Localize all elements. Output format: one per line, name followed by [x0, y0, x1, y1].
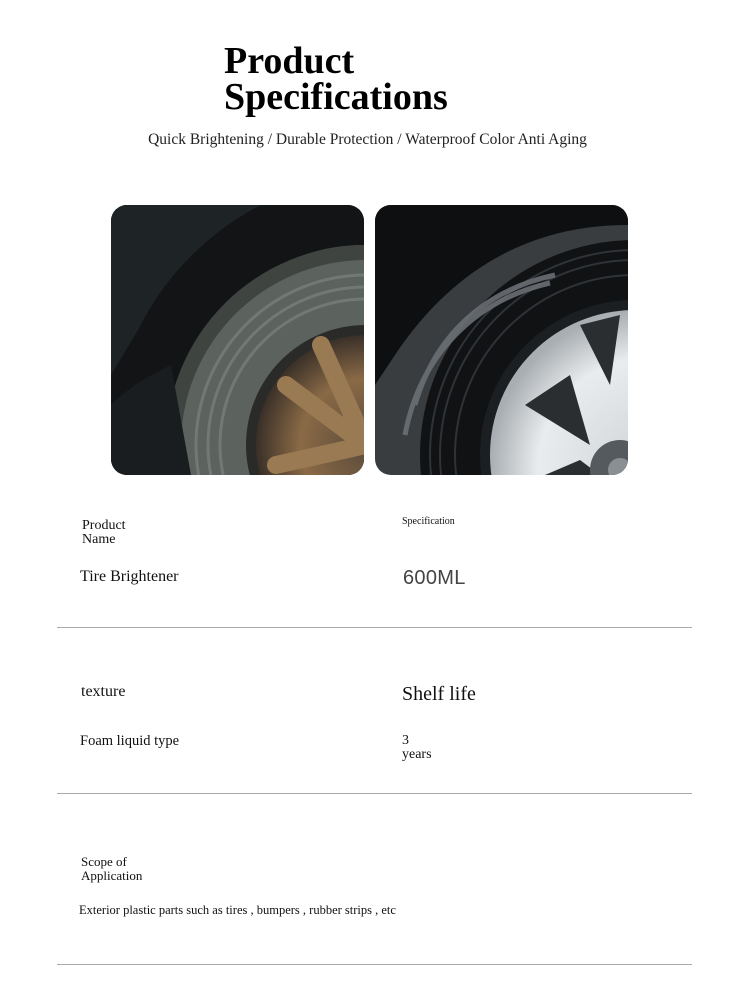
- tire-after-photo: [375, 205, 628, 475]
- divider-2: [57, 793, 692, 794]
- scope-label: [81, 855, 142, 883]
- specification-label: Specification: [402, 516, 455, 527]
- page-title-line-2: Specifications: [224, 76, 448, 118]
- divider-3: [57, 964, 692, 965]
- product-name-label: [82, 519, 126, 547]
- scope-label-line-2: Application: [81, 868, 143, 883]
- tire-after-image: [375, 205, 628, 475]
- shelf-life-value-line-2: years: [402, 747, 432, 762]
- page-title-line-1: Product: [224, 40, 355, 82]
- texture-label: texture: [81, 683, 126, 700]
- texture-value: Foam liquid type: [80, 733, 180, 749]
- product-name-label-line-2: Name: [82, 532, 116, 547]
- scope-label-line-1: Scope of: [81, 854, 127, 869]
- scope-value: Exterior plastic parts such as tires , bumpers , rubber strips , etc: [79, 903, 396, 917]
- shelf-life-value-line-1: 3: [402, 733, 409, 748]
- specification-value: 600ML: [403, 567, 466, 589]
- tire-before-photo: [111, 205, 364, 475]
- tire-before-image: [111, 205, 364, 475]
- page-subtitle: Quick Brightening / Durable Protection / Waterproof Color Anti Aging: [148, 131, 587, 148]
- shelf-life-value: [402, 734, 432, 762]
- product-name-label-line-1: Product: [82, 518, 126, 533]
- shelf-life-label: Shelf life: [402, 683, 476, 705]
- product-name-value: Tire Brightener: [80, 568, 179, 585]
- divider-1: [57, 627, 692, 628]
